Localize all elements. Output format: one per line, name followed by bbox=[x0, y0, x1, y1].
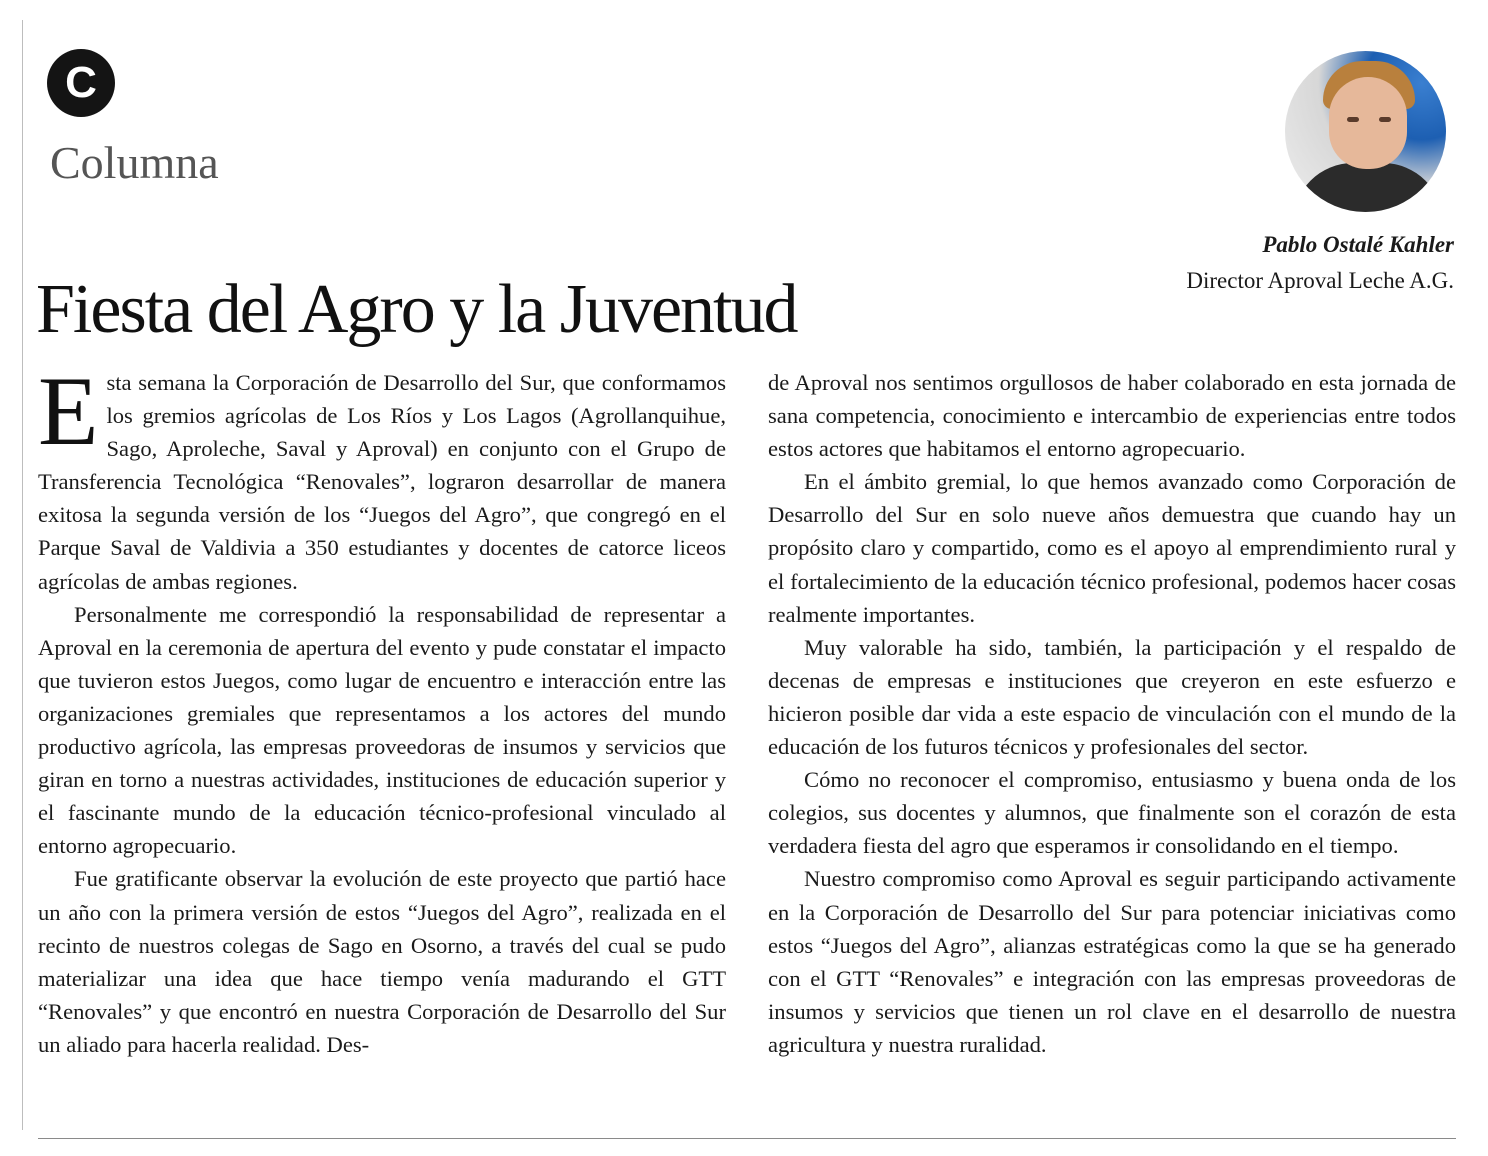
article-headline: Fiesta del Agro y la Juventud bbox=[36, 271, 797, 348]
article-paragraph: Personalmente me correspondió la responsabilidad de representar a Aproval en la ceremonia de apertura del evento y pude constatar el impacto que tuvieron estos Juegos, como lugar de encuentro e interacción entre las organizaciones gremiales que representamos a los actores del mundo productivo agrícola, las empresas proveedoras de insumos y servicios que giran en torno a nuestras actividades, instituciones de educación superior y el fascinante mundo de la educación técnico-profesional vinculado al entorno agropecuario. bbox=[38, 601, 726, 859]
author-portrait-photo bbox=[1285, 51, 1446, 212]
article-paragraph: Cómo no reconocer el compromiso, entusiasmo y buena onda de los colegios, sus docentes y alumnos, que finalmente son el corazón de esta verdadera fiesta del agro que esperamos ir consolidando en el tiempo. bbox=[768, 767, 1456, 859]
section-badge: C bbox=[47, 49, 115, 117]
article-column-right bbox=[768, 366, 1456, 1061]
page-margin-rule bbox=[22, 20, 23, 1130]
author-role: Director Aproval Leche A.G. bbox=[1186, 268, 1454, 293]
photo-jacket bbox=[1293, 163, 1443, 212]
author-name: Pablo Ostalé Kahler bbox=[1262, 232, 1454, 257]
bottom-divider bbox=[38, 1138, 1456, 1139]
photo-face bbox=[1329, 77, 1407, 169]
article-paragraph: Muy valorable ha sido, también, la participación y el respaldo de decenas de empresas e instituciones que creyeron en este esfuerzo e hicieron posible dar vida a este espacio de vinculación con el mundo de la educación de los futuros técnicos y profesionales del sector. bbox=[768, 634, 1456, 760]
article-column-left bbox=[38, 357, 726, 1061]
photo-eye-right bbox=[1379, 117, 1391, 122]
photo-eye-left bbox=[1347, 117, 1359, 122]
drop-cap: E bbox=[38, 357, 99, 466]
paragraph-text: sta semana la Corporación de Desarrollo del Sur, que conformamos los gremios agrícolas de Los Ríos y Los Lagos (Agrollanquihue, Sago, Aproleche, Saval y Aproval) en conjunto con el Grupo de Transferencia Tecnológica “Renovales”, lograron desarrollar de manera exitosa la segunda versión de los “Juegos del Agro”, que congregó en el Parque Saval de Valdivia a 350 estudiantes y docentes de catorce liceos agrícolas de ambas regiones. bbox=[38, 370, 726, 594]
article-paragraph: de Aproval nos sentimos orgullosos de haber colaborado en esta jornada de sana competencia, conocimiento e intercambio de experiencias entre todos estos actores que habitamos el entorno agropecuario. bbox=[768, 370, 1456, 462]
article-paragraph bbox=[38, 357, 726, 598]
article-paragraph: En el ámbito gremial, lo que hemos avanzado como Corporación de Desarrollo del Sur en solo nueve años demuestra que cuando hay un propósito claro y compartido, como es el apoyo al emprendimiento rural y el fortalecimiento de la educación técnico profesional, podemos hacer cosas realmente importantes. bbox=[768, 469, 1456, 627]
article-paragraph: Nuestro compromiso como Aproval es seguir participando activamente en la Corporación de Desarrollo del Sur para potenciar iniciativas como estos “Juegos del Agro”, alianzas estratégicas como la que se ha generado con el GTT “Renovales” e integración con las empresas proveedoras de insumos y servicios que tienen un rol clave en el desarrollo de nuestra agricultura y nuestra ruralidad. bbox=[768, 866, 1456, 1057]
article-paragraph: Fue gratificante observar la evolución de este proyecto que partió hace un año con la primera versión de estos “Juegos del Agro”, realizada en el recinto de nuestros colegas de Sago en Osorno, a través del cual se pudo materializar una idea que hace tiempo venía madurando el GTT “Renovales” y que encontró en nuestra Corporación de Desarrollo del Sur un aliado para hacerla realidad. Des- bbox=[38, 866, 726, 1057]
section-label: Columna bbox=[50, 137, 219, 188]
